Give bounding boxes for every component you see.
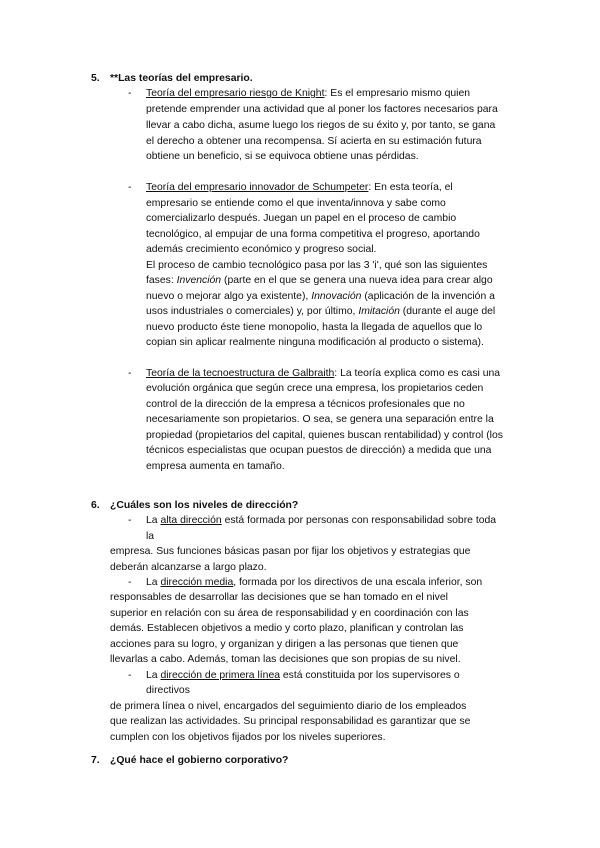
galbraith-paragraph-line: técnicos especialistas que ocupan puestos de dirección) a medida que una <box>146 445 492 456</box>
galbraith-paragraph-line: control de la dirección de la empresa a técnicos profesionales que no <box>146 399 465 410</box>
media-paragraph-line: acciones para su logro, y organizan y dirigen a las personas que tienen que <box>110 639 459 650</box>
schumpeter-paragraph-line: empresario se entiende como el que inventa/innova y sabe como <box>146 198 446 209</box>
alta-direccion-label: alta dirección <box>160 515 222 526</box>
bullet-dash: - <box>128 182 132 193</box>
galbraith-paragraph-line: necesariamente son propietarios. O sea, se genera una separación entre la <box>146 414 494 425</box>
knight-paragraph-line: obtiene un beneficio, si se equivoca obtiene unas pérdidas. <box>146 151 419 162</box>
primera-paragraph-line-1: La dirección de primera línea está constituida por los supervisores o <box>146 670 460 681</box>
alta-paragraph-line-1: La alta dirección está formada por personas con responsabilidad sobre toda <box>146 515 497 526</box>
media-paragraph-line-1: La dirección media, formada por los directivos de una escala inferior, son <box>146 577 483 588</box>
section-7-title: ¿Qué hace el gobierno corporativo? <box>110 755 289 766</box>
bullet-dash: - <box>128 515 132 526</box>
schumpeter-theory-label: Teoría del empresario innovador de Schumpeter <box>146 182 369 193</box>
schumpeter-paragraph-line: nuevo o mejorar algo ya existente), Innovación (aplicación de la invención a <box>146 291 495 302</box>
media-paragraph-line: superior en relación con su área de responsabilidad y en coordinación con las <box>110 608 469 619</box>
schumpeter-paragraph-line: copian sin aplicar realmente ninguna modificación al producto o sistema). <box>146 337 484 348</box>
knight-paragraph-line: llevar a cabo dicha, asume luego los riegos de su éxito y, por tanto, se gana <box>146 120 496 131</box>
bullet-dash: - <box>128 670 132 681</box>
knight-paragraph-line: el derecho a obtener una recompensa. Sí acierta en su estimación futura <box>146 136 482 147</box>
invencion-term: Invención <box>176 275 222 286</box>
bullet-dash: - <box>128 577 132 588</box>
primera-paragraph-line: que realizan las actividades. Su principal responsabilidad es garantizar que se <box>110 716 471 727</box>
innovacion-term: Innovación <box>311 291 362 302</box>
alta-paragraph-line: empresa. Sus funciones básicas pasan por fijar los objetivos y estrategias que <box>110 546 471 557</box>
media-paragraph-line: responsables de desarrollar las decisiones que se han tomado en el nivel <box>110 592 448 603</box>
alta-paragraph-line: la <box>146 531 155 542</box>
media-paragraph-line: demás. Establecen objetivos a medio y corto plazo, planifican y controlan las <box>110 623 464 634</box>
schumpeter-paragraph-line: tecnológico, al empujar de una forma competitiva el progreso, aportando <box>146 229 480 240</box>
section-6-title: ¿Cuáles son los niveles de dirección? <box>110 500 299 511</box>
section-7-number: 7. <box>91 755 100 766</box>
bullet-dash: - <box>128 88 132 99</box>
knight-paragraph-line: pretende emprender una actividad que al poner los factores necesarios para <box>146 104 498 115</box>
galbraith-theory-label: Teoría de la tecnoestructura de Galbraith <box>146 368 335 379</box>
galbraith-paragraph-line: propiedad (propietarios del capital, quienes buscan rentabilidad) y control (los <box>146 430 503 441</box>
section-5-title: **Las teorías del empresario. <box>110 73 253 84</box>
section-6-number: 6. <box>91 500 100 511</box>
schumpeter-paragraph-line: nuevo producto éste tiene monopolio, hasta la llegada de aquellos que lo <box>146 322 483 333</box>
galbraith-paragraph-line: empresa aumenta en tamaño. <box>146 461 285 472</box>
section-5-number: 5. <box>91 73 100 84</box>
alta-paragraph-line: deberán alcanzarse a largo plazo. <box>110 562 267 573</box>
primera-linea-label: dirección de primera línea <box>160 670 281 681</box>
schumpeter-paragraph-line: comercializarlo después. Juegan un papel en el proceso de cambio <box>146 213 457 224</box>
bullet-dash: - <box>128 368 132 379</box>
schumpeter-paragraph-line-1: Teoría del empresario innovador de Schumpeter: En esta teoría, el <box>146 182 453 193</box>
imitacion-term: Imitación <box>358 306 400 317</box>
media-paragraph-line: llevarlas a cabo. Además, toman las decisiones que son propias de su nivel. <box>110 654 461 665</box>
direccion-media-label: dirección media <box>160 577 234 588</box>
primera-paragraph-line: cumplen con los objetivos fijados por los niveles superiores. <box>110 732 386 743</box>
primera-paragraph-line: de primera línea o nivel, encargados del seguimiento diario de los empleados <box>110 701 467 712</box>
knight-paragraph-line-1: Teoría del empresario riesgo de Knight: Es el empresario mismo quien <box>146 88 471 99</box>
schumpeter-paragraph-line: usos industriales o comerciales) y, por último, Imitación (durante el auge del <box>146 306 496 317</box>
galbraith-paragraph-line: evolución orgánica que según crece una empresa, los propietarios ceden <box>146 383 484 394</box>
knight-theory-label: Teoría del empresario riesgo de Knight <box>146 88 325 99</box>
primera-paragraph-line: directivos <box>146 685 190 696</box>
galbraith-paragraph-line-1: Teoría de la tecnoestructura de Galbraith: La teoría explica como es casi una <box>146 368 501 379</box>
schumpeter-paragraph-line: además crecimiento económico y progreso social. <box>146 244 377 255</box>
schumpeter-paragraph-line: fases: Invención (parte en el que se genera una nueva idea para crear algo <box>146 275 493 286</box>
schumpeter-paragraph-line: El proceso de cambio tecnológico pasa por las 3 'i', qué son las siguientes <box>146 260 488 271</box>
